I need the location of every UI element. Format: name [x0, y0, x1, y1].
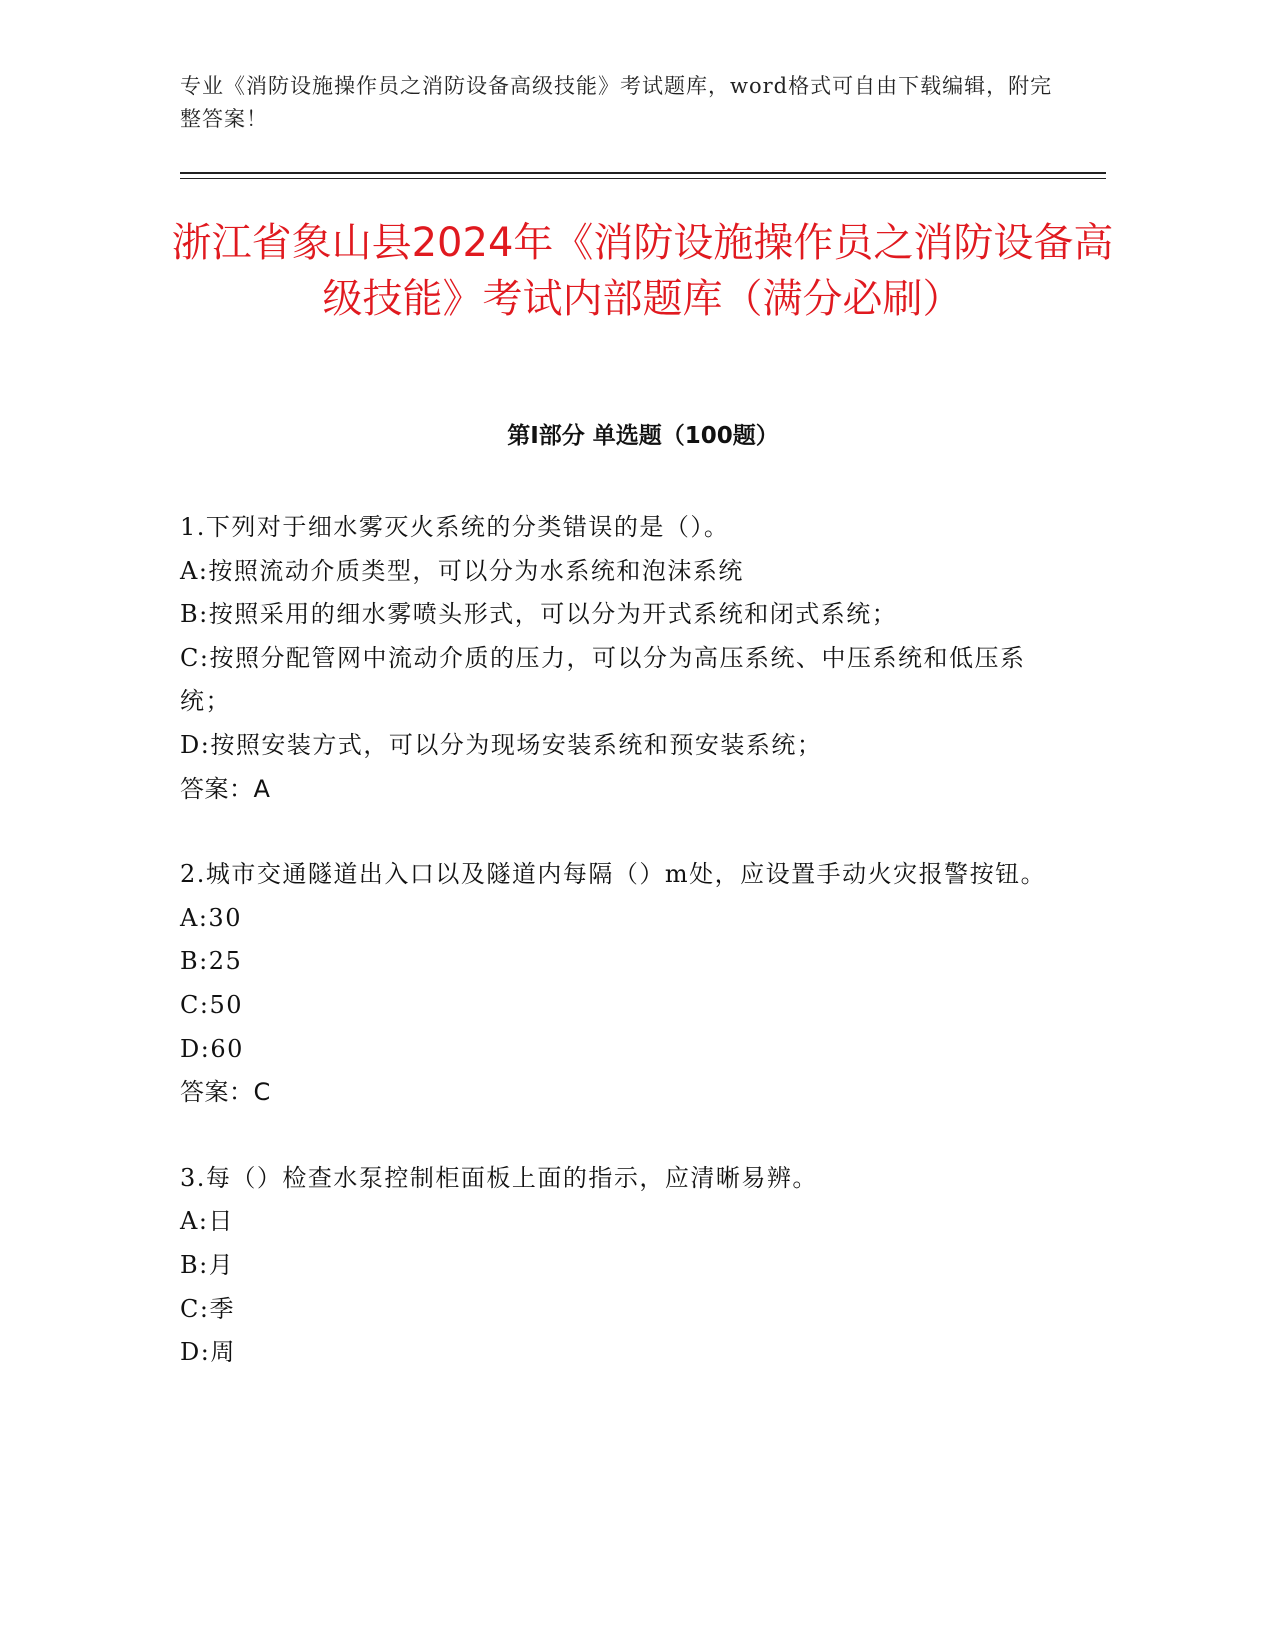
question-3 — [180, 1157, 1060, 1375]
option-b: B:25 — [180, 947, 243, 976]
option-a: A:日 — [180, 1207, 234, 1236]
question-2 — [180, 853, 1060, 1115]
option-d: D:周 — [180, 1338, 236, 1367]
option-b: B:按照采用的细水雾喷头形式，可以分为开式系统和闭式系统； — [180, 600, 898, 629]
header-divider-thick — [180, 172, 1106, 174]
question-stem: 1.下列对于细水雾灭火系统的分类错误的是（）。 — [180, 513, 730, 541]
question-stem: 3.每（）检查水泵控制柜面板上面的指示，应清晰易辨。 — [180, 1163, 818, 1192]
option-b: B:月 — [180, 1250, 235, 1279]
document-title: 浙江省象山县2024年《消防设施操作员之消防设备高级技能》考试内部题库（满分必刷） — [171, 220, 1114, 322]
header-divider-thin — [180, 178, 1106, 179]
option-c: C:季 — [180, 1294, 235, 1323]
option-d: D:60 — [180, 1034, 244, 1063]
question-stem: 2.城市交通隧道出入口以及隧道内每隔（）m处，应设置手动火灾报警按钮。 — [180, 860, 1047, 889]
option-c: C:按照分配管网中流动介质的压力，可以分为高压系统、中压系统和低压系统； — [180, 643, 1026, 716]
answer: 答案：C — [180, 1078, 271, 1107]
question-list — [180, 506, 1060, 1417]
option-c: C:50 — [180, 990, 243, 1019]
option-a: A:30 — [180, 903, 242, 932]
option-a: A:按照流动介质类型，可以分为水系统和泡沫系统 — [180, 556, 744, 585]
header-note: 专业《消防设施操作员之消防设备高级技能》考试题库，word格式可自由下载编辑，附完整答案！ — [180, 74, 1053, 131]
answer: 答案：A — [180, 774, 271, 803]
section-title: 第I部分 单选题（100题） — [507, 423, 779, 449]
question-1 — [180, 506, 1060, 811]
option-d: D:按照安装方式，可以分为现场安装系统和预安装系统； — [180, 730, 823, 759]
